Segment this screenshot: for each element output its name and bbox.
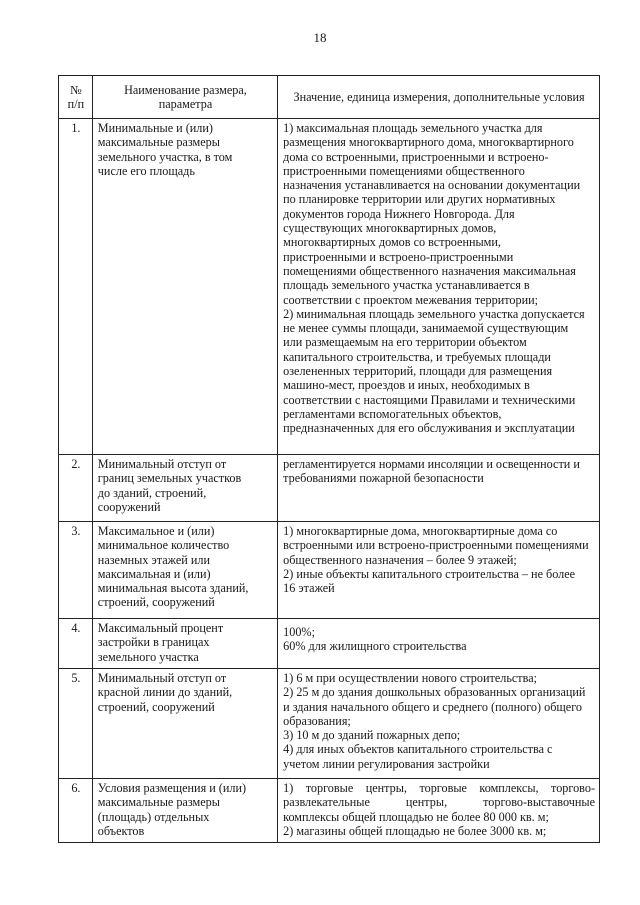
- table-row: [59, 669, 600, 779]
- row-name-line: Условия размещения и (или): [97, 781, 247, 795]
- row-name-line: Минимальный отступ от: [97, 671, 227, 685]
- row-value-line: пристроенными помещениями общественного: [283, 163, 525, 178]
- row-value: [278, 455, 600, 522]
- row-value-line: помещениями общественного назначения максимальная: [283, 263, 576, 278]
- row-name-line: земельного участка: [97, 649, 199, 664]
- row-name-line: Максимальный процент: [97, 621, 224, 635]
- row-value-line: 1) торговые центры, торговые комплексы, торгово-: [283, 781, 595, 795]
- row-value-line: встроенными или встроено-пристроенными помещениями: [283, 538, 589, 553]
- row-name: [92, 119, 277, 455]
- header-num-line: №: [70, 83, 82, 97]
- row-value-line: озелененных территорий, площади для размещения: [283, 364, 553, 379]
- row-value-line: 60% для жилищного строительства: [283, 639, 467, 654]
- row-name: [92, 619, 277, 669]
- row-value: [278, 619, 600, 669]
- row-value-line: 2) иные объекты капитального строительства – не более: [283, 566, 576, 581]
- row-name-line: наземных этажей или: [97, 552, 210, 567]
- row-value-line: площадь земельного участка устанавливается в: [283, 278, 530, 293]
- row-name-line: Минимальные и (или): [97, 121, 213, 135]
- header-name-line: параметра: [158, 97, 213, 111]
- row-value: [278, 119, 600, 455]
- row-value-line: общественного назначения – более 9 этажей;: [283, 552, 517, 567]
- row-number: 5.: [59, 669, 93, 779]
- row-value-line: образования;: [283, 713, 351, 728]
- row-name-line: Минимальный отступ от: [97, 457, 227, 471]
- row-name-line: земельного участка, в том: [97, 149, 233, 164]
- row-number: 1.: [59, 119, 93, 455]
- header-name-line: Наименование размера,: [124, 83, 247, 97]
- table-header-row: [59, 76, 600, 119]
- row-name-line: максимальная и (или): [97, 566, 211, 581]
- row-value: [278, 522, 600, 619]
- row-value-line: 2) 25 м до здания дошкольных образованных организаций: [283, 685, 586, 700]
- row-value-line: 1) многоквартирные дома, многоквартирные дома со: [283, 524, 558, 538]
- row-value-line: капитального строительства, и требуемых площади: [283, 349, 551, 364]
- row-value-line: и здания начального общего и среднего (полного) общего: [283, 699, 582, 714]
- row-value: [278, 779, 600, 843]
- row-value-line: 2) магазины общей площадью не более 3000 кв. м;: [283, 823, 547, 838]
- row-value-line: регламентами вспомогательных объектов,: [283, 406, 502, 421]
- row-value-line: предназначенных для его обслуживания и эксплуатации: [283, 421, 575, 436]
- table-row: [59, 455, 600, 522]
- row-name-line: минимальное количество: [97, 538, 230, 553]
- row-value-line: 16 этажей: [283, 581, 335, 596]
- page-number: 18: [313, 30, 327, 45]
- row-name-line: красной линии до зданий,: [97, 685, 233, 700]
- row-name-line: максимальные размеры: [97, 135, 220, 150]
- row-value-line: машино-мест, проездов и иных, необходимых в: [283, 378, 530, 393]
- row-name-line: числе его площадь: [97, 163, 195, 178]
- row-value-line: или размещаемым на его территории объектом: [283, 335, 527, 350]
- row-value-line: пристроенными и встроено-пристроенными: [283, 249, 514, 264]
- row-value-line: документов города Нижнего Новгорода. Для: [283, 206, 515, 221]
- row-value-line: размещения многоквартирного дома, многоквартирного: [283, 135, 574, 150]
- row-value: [278, 669, 600, 779]
- table-row: [59, 522, 600, 619]
- row-value-line: 2) минимальная площадь земельного участка допускается: [283, 306, 585, 321]
- row-name-line: (площадь) отдельных: [97, 809, 210, 824]
- row-number: 3.: [59, 522, 93, 619]
- row-value-line: регламентируется нормами инсоляции и освещенности и: [283, 457, 580, 471]
- row-value-line: дома со встроенными, пристроенными и встроено-: [283, 149, 549, 164]
- header-num-line: п/п: [67, 97, 85, 111]
- row-name-line: максимальные размеры: [97, 795, 220, 810]
- row-value-line: 100%;: [283, 625, 315, 639]
- row-value-line: соответствии с настоящими Правилами и техническими: [283, 392, 576, 407]
- row-name-line: Максимальное и (или): [97, 524, 215, 538]
- row-value-line: развлекательные центры, торгово-выставочные: [283, 795, 595, 810]
- row-value-line: 1) максимальная площадь земельного участка для: [283, 121, 543, 135]
- row-number: 4.: [59, 619, 93, 669]
- row-value-line: существующих многоквартирных домов,: [283, 221, 497, 236]
- row-name: [92, 522, 277, 619]
- row-value-line: соответствии с проектом межевания территории;: [283, 292, 539, 307]
- parameters-table: [58, 75, 600, 843]
- row-name-line: строений, сооружений: [97, 699, 215, 714]
- row-value-line: 1) 6 м при осуществлении нового строительства;: [283, 671, 538, 685]
- table-row: [59, 779, 600, 843]
- row-name-line: минимальная высота зданий,: [97, 581, 249, 596]
- header-value: Значение, единица измерения, дополнительные условия: [278, 76, 600, 119]
- row-number: 2.: [59, 455, 93, 522]
- table-row: [59, 619, 600, 669]
- row-name: [92, 669, 277, 779]
- row-value-line: назначения устанавливается на основании документации: [283, 178, 581, 193]
- row-value-line: 3) 10 м до зданий пожарных депо;: [283, 728, 461, 743]
- row-number: 6.: [59, 779, 93, 843]
- row-name: [92, 779, 277, 843]
- row-name-line: строений, сооружений: [97, 595, 215, 610]
- row-value-line: 4) для иных объектов капитального строительства с: [283, 742, 553, 757]
- row-value-line: многоквартирных домов со встроенными,: [283, 235, 501, 250]
- header-num: [59, 76, 93, 119]
- row-name-line: до зданий, строений,: [97, 485, 207, 500]
- row-name-line: застройки в границах: [97, 635, 210, 650]
- row-value-line: комплексы общей площадью не более 80 000 кв. м;: [283, 809, 549, 824]
- header-name: [92, 76, 277, 119]
- row-name-line: объектов: [97, 823, 145, 838]
- row-value-line: по планировке территории или других нормативных: [283, 192, 556, 207]
- row-value-line: требованиями пожарной безопасности: [283, 471, 484, 486]
- row-name-line: границ земельных участков: [97, 471, 242, 486]
- row-name-line: сооружений: [97, 499, 161, 514]
- row-value-line: не менее суммы площади, занимаемой существующим: [283, 321, 569, 336]
- table-row: [59, 119, 600, 455]
- row-value-line: учетом линии регулирования застройки: [283, 756, 490, 771]
- row-name: [92, 455, 277, 522]
